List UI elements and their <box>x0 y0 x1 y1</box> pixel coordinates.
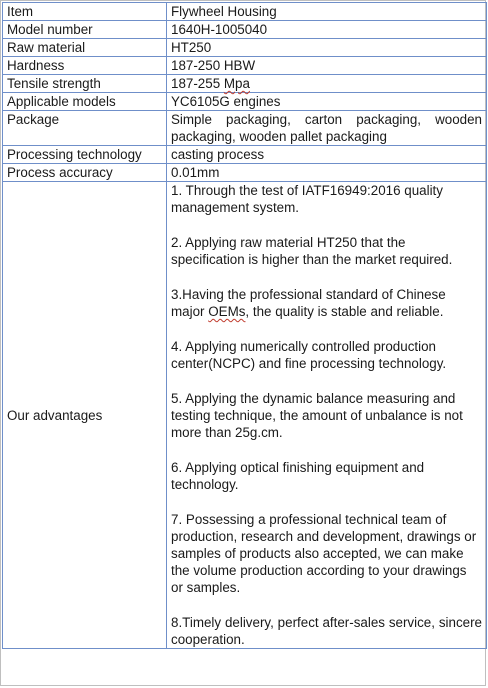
advantages-label: Our advantages <box>3 182 167 649</box>
row-value: 187-250 HBW <box>167 57 487 75</box>
row-value: 0.01mm <box>167 164 487 182</box>
row-value: casting process <box>167 146 487 164</box>
row-label: Item <box>3 3 167 21</box>
row-label: Tensile strength <box>3 75 167 93</box>
row-label: Applicable models <box>3 93 167 111</box>
spec-table <box>2 2 487 649</box>
advantage-text: 3.Having the professional standard of Chinese major <box>171 287 446 319</box>
advantage-item <box>171 286 482 320</box>
row-label: Process accuracy <box>3 164 167 182</box>
value-text: 187-255 <box>171 76 224 91</box>
table-row <box>3 146 487 164</box>
spellcheck-word: Mpa <box>223 76 250 91</box>
row-value: 1640H-1005040 <box>167 21 487 39</box>
row-label: Processing technology <box>3 146 167 164</box>
row-value: Flywheel Housing <box>167 3 487 21</box>
table-row <box>3 75 487 93</box>
table-row <box>3 111 487 146</box>
advantage-item: 7. Possessing a professional technical team of production, research and development, drawings or samples of products also accepted, we can make the volume production according to your drawings or samples. <box>171 512 477 595</box>
advantage-item: 2. Applying raw material HT250 that the specification is higher than the market required. <box>171 235 453 267</box>
table-row <box>3 57 487 75</box>
table-row <box>3 93 487 111</box>
advantage-item: 4. Applying numerically controlled production center(NCPC) and fine processing technology. <box>171 339 447 371</box>
advantage-text: , the quality is stable and reliable. <box>245 304 444 319</box>
row-value: Simple packaging, carton packaging, wooden packaging, wooden pallet packaging <box>167 111 487 146</box>
advantages-row <box>3 182 487 649</box>
advantages-list <box>167 182 487 649</box>
table-row <box>3 39 487 57</box>
advantage-item: 5. Applying the dynamic balance measuring and testing technique, the amount of unbalance is not more than 25g.cm. <box>171 391 463 440</box>
advantage-item: 6. Applying optical finishing equipment and technology. <box>171 460 425 492</box>
row-label: Model number <box>3 21 167 39</box>
advantage-item: 1. Through the test of IATF16949:2016 quality management system. <box>171 183 443 215</box>
spellcheck-word: OEMs <box>208 304 246 319</box>
row-value: YC6105G engines <box>167 93 487 111</box>
table-row <box>3 21 487 39</box>
advantage-item: 8.Timely delivery, perfect after-sales service, sincere cooperation. <box>171 615 482 647</box>
row-label: Hardness <box>3 57 167 75</box>
row-label: Package <box>3 111 167 146</box>
row-value <box>167 75 487 93</box>
row-label: Raw material <box>3 39 167 57</box>
table-row <box>3 3 487 21</box>
table-row <box>3 164 487 182</box>
row-value: HT250 <box>167 39 487 57</box>
